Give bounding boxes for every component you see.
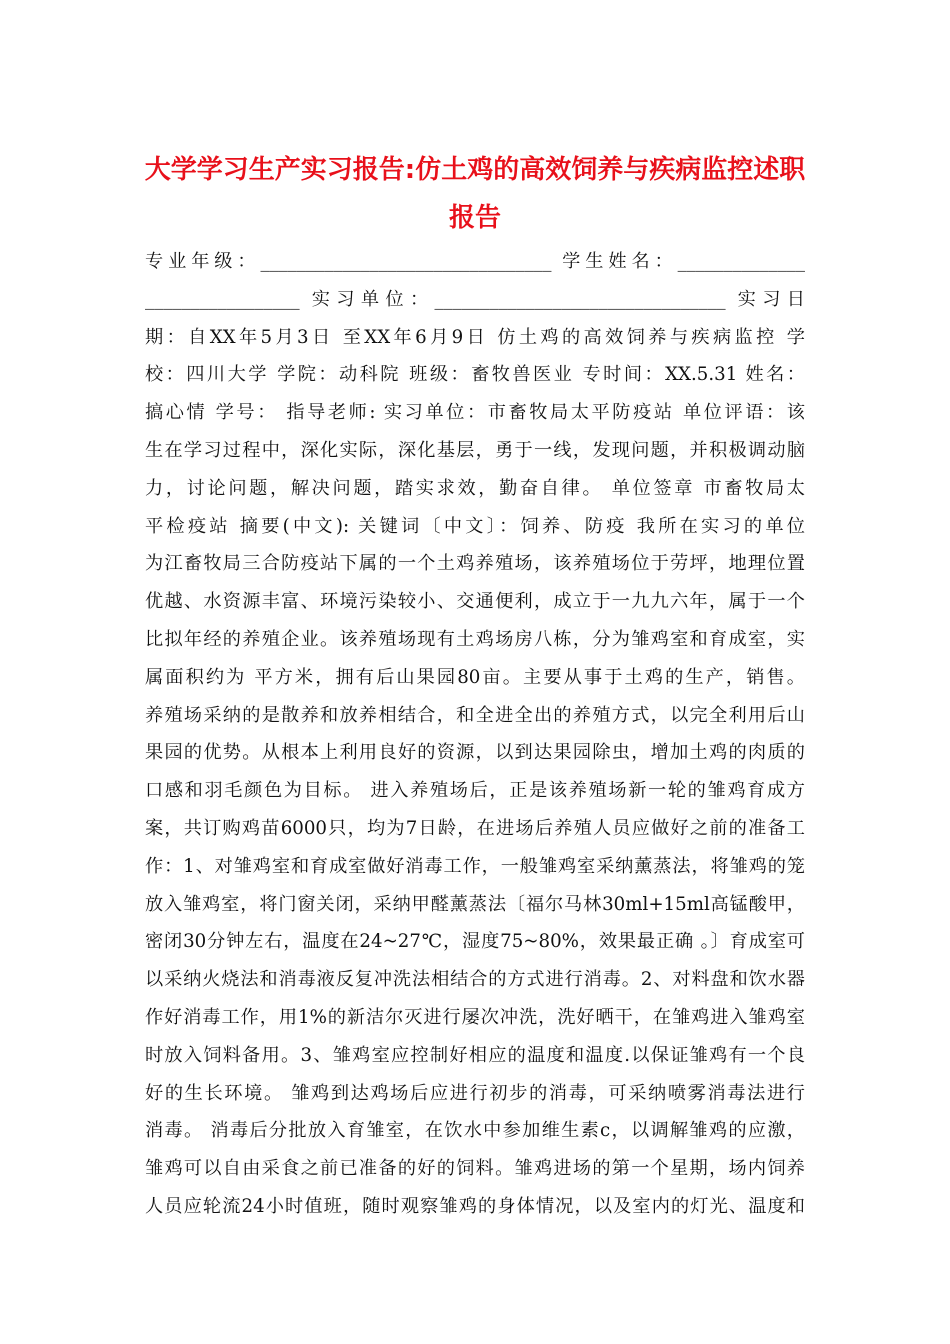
body-line: 期：自XX年5月3日 至XX年6月9日 仿土鸡的高效饲养与疾病监控 学 [145,326,805,348]
body-line: 比拟年经的养殖企业。该养殖场现有土鸡场房八栋，分为雏鸡室和育成室，实 [145,628,805,650]
body-line: 生在学习过程中，深化实际，深化基层，勇于一线，发现问题，并积极调动脑 [145,439,805,461]
body-line: 以采纳火烧法和消毒液反复冲洗法相结合的方式进行消毒。2、对料盘和饮水器 [145,969,805,991]
document-body [145,243,805,1226]
body-line: 时放入饲料备用。3、雏鸡室应控制好相应的温度和温度.以保证雏鸡有一个良 [145,1044,805,1066]
body-line: 果园的优势。从根本上利用良好的资源，以到达果园除虫，增加土鸡的肉质的 [145,742,805,764]
body-line: 人员应轮流24小时值班，随时观察雏鸡的身体情况，以及室内的灯光、温度和 [145,1195,805,1217]
body-line: 优越、水资源丰富、环境污染较小、交通便利，成立于一九九六年，属于一个 [145,591,805,613]
body-line: 平检疫站 摘要(中文): 关键词〔中文〕：饲养、防疫 我所在实习的单位 [145,515,805,537]
body-line: 密闭30分钟左右，温度在24~27℃，湿度75~80%，效果最正确 。〕育成室可 [145,931,805,953]
body-line: 雏鸡可以自由采食之前已准备的好的饲料。雏鸡进场的第一个星期，场内饲养 [145,1158,805,1180]
body-line: 搞心情 学号： 指导老师: 实习单位：市畜牧局太平防疫站 单位评语：该 [145,402,805,424]
body-line: 好的生长环境。 雏鸡到达鸡场后应进行初步的消毒，可采纳喷雾消毒法进行 [145,1082,805,1104]
document-title-line-2: 报告 [448,203,501,233]
body-line: 属面积约为 平方米，拥有后山果园80亩。主要从事于土鸡的生产，销售。 [145,666,805,688]
document-title-line-1: 大学学习生产实习报告:仿土鸡的高效饲养与疾病监控述职 [144,155,806,185]
body-line: 消毒。 消毒后分批放入育雏室，在饮水中参加维生素c，以调解雏鸡的应激， [145,1120,805,1142]
body-line: 校：四川大学 学院：动科院 班级：畜牧兽医业 专时间：XX.5.31 姓名： [145,364,805,386]
body-line: 力，讨论问题，解决问题，踏实求效，勤奋自律。 单位签章 市畜牧局太 [145,477,805,499]
body-line: 养殖场采纳的是散养和放养相结合，和全进全出的养殖方式，以完全利用后山 [145,704,805,726]
body-line: 为江畜牧局三合防疫站下属的一个土鸡养殖场，该养殖场位于劳坪，地理位置 [145,553,805,575]
body-line: 作：1、对雏鸡室和育成室做好消毒工作，一般雏鸡室采纳薰蒸法，将雏鸡的笼 [145,855,805,877]
body-line: 放入雏鸡室，将门窗关闭，采纳甲醛薰蒸法〔福尔马林30ml+15ml高锰酸甲， [145,893,805,915]
body-line: 案，共订购鸡苗6000只，均为7日龄，在进场后养殖人员应做好之前的准备工 [145,817,805,839]
body-line: 口感和羽毛颜色为目标。 进入养殖场后，正是该养殖场新一轮的雏鸡育成方 [145,780,805,802]
body-line: 专业年级：________________________________ 学生姓名：______________ [145,251,805,272]
body-line: _________________ 实习单位：________________________________ 实习日 [145,288,805,310]
body-line: 作好消毒工作，用1%的新洁尔灭进行屡次冲洗，洗好晒干，在雏鸡进入雏鸡室 [145,1006,805,1028]
